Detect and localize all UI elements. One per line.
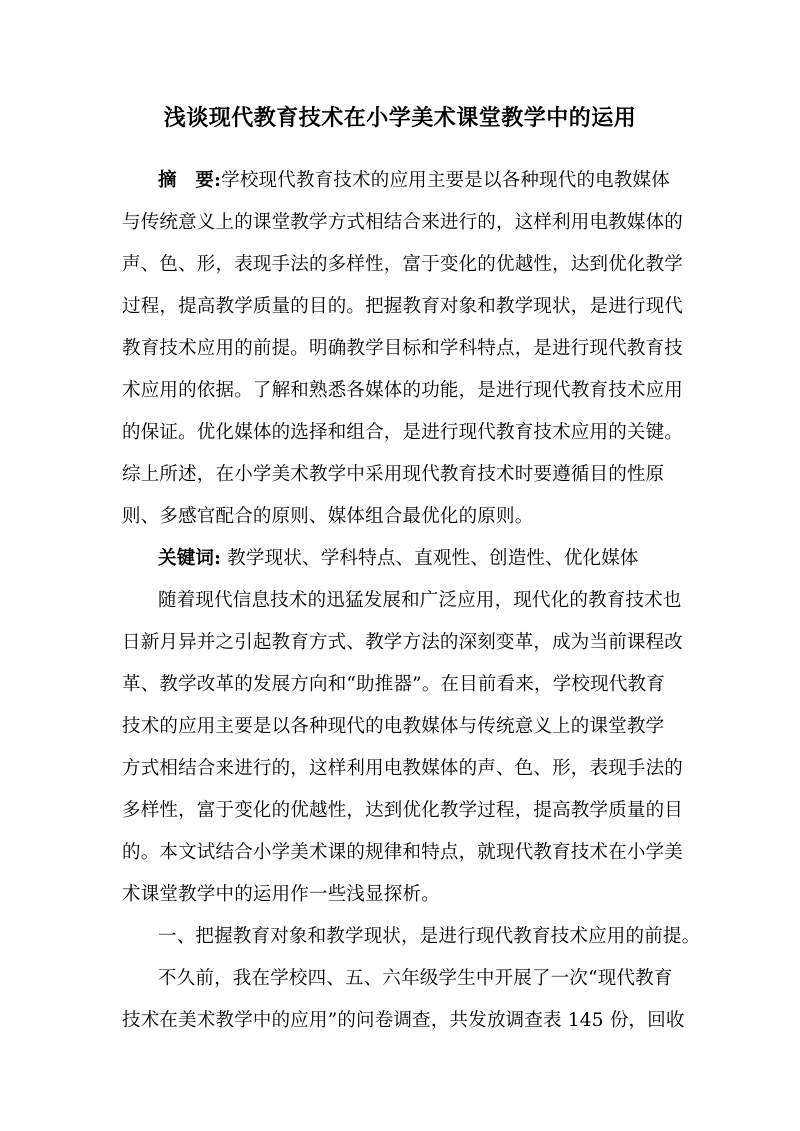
abstract-line: 术应用的依据。了解和熟悉各媒体的功能，是进行现代教育技术应用 [122, 380, 684, 401]
intro-line: 多样性，富于变化的优越性，达到优化教学过程，提高教学质量的目 [122, 800, 684, 821]
abstract-line: 与传统意义上的课堂教学方式相结合来进行的，这样利用电教媒体的 [122, 212, 684, 233]
intro-line: 日新月异并之引起教育方式、教学方法的深刻变革，成为当前课程改 [122, 632, 684, 653]
section-line: 不久前，我在学校四、五、六年级学生中开展了一次“现代教育 [158, 968, 673, 989]
section-heading: 一、把握教育对象和教学现状，是进行现代教育技术应用的前提。 [158, 926, 701, 947]
abstract-line: 过程，提高教学质量的目的。把握教育对象和教学现状，是进行现代 [122, 296, 684, 317]
section-line: 技术在美术教学中的应用”的问卷调查，共发放调查表 145 份，回收 [122, 1010, 685, 1031]
abstract-label: 摘 要: [158, 170, 222, 191]
intro-line: 术课堂教学中的运用作一些浅显探析。 [122, 884, 440, 905]
intro-line: 技术的应用主要是以各种现代的电教媒体与传统意义上的课堂教学 [122, 716, 665, 737]
abstract-line: 综上所述，在小学美术教学中采用现代教育技术时要遵循目的性原 [122, 464, 665, 485]
intro-line: 革、教学改革的发展方向和“助推器”。在目前看来，学校现代教育 [122, 674, 665, 695]
abstract-line: 则、多感官配合的原则、媒体组合最优化的原则。 [122, 506, 534, 527]
abstract-line [158, 163, 670, 199]
abstract-line: 的保证。优化媒体的选择和组合，是进行现代教育技术应用的关键。 [122, 422, 684, 443]
intro-line: 方式相结合来进行的，这样利用电教媒体的声、色、形，表现手法的 [122, 758, 684, 779]
abstract-line: 教育技术应用的前提。明确教学目标和学科特点，是进行现代教育技 [122, 338, 684, 359]
abstract-text: 学校现代教育技术的应用主要是以各种现代的电教媒体 [221, 170, 670, 191]
keywords-text: 教学现状、学科特点、直观性、创造性、优化媒体 [227, 548, 639, 569]
abstract-line: 声、色、形，表现手法的多样性，富于变化的优越性，达到优化教学 [122, 254, 684, 275]
keywords-label: 关键词: [158, 548, 222, 569]
intro-line: 的。本文试结合小学美术课的规律和特点，就现代教育技术在小学美 [122, 842, 684, 863]
keywords-line [158, 541, 639, 577]
document-title: 浅谈现代教育技术在小学美术课堂教学中的运用 [163, 105, 637, 131]
intro-line: 随着现代信息技术的迅猛发展和广泛应用，现代化的教育技术也 [158, 590, 682, 611]
